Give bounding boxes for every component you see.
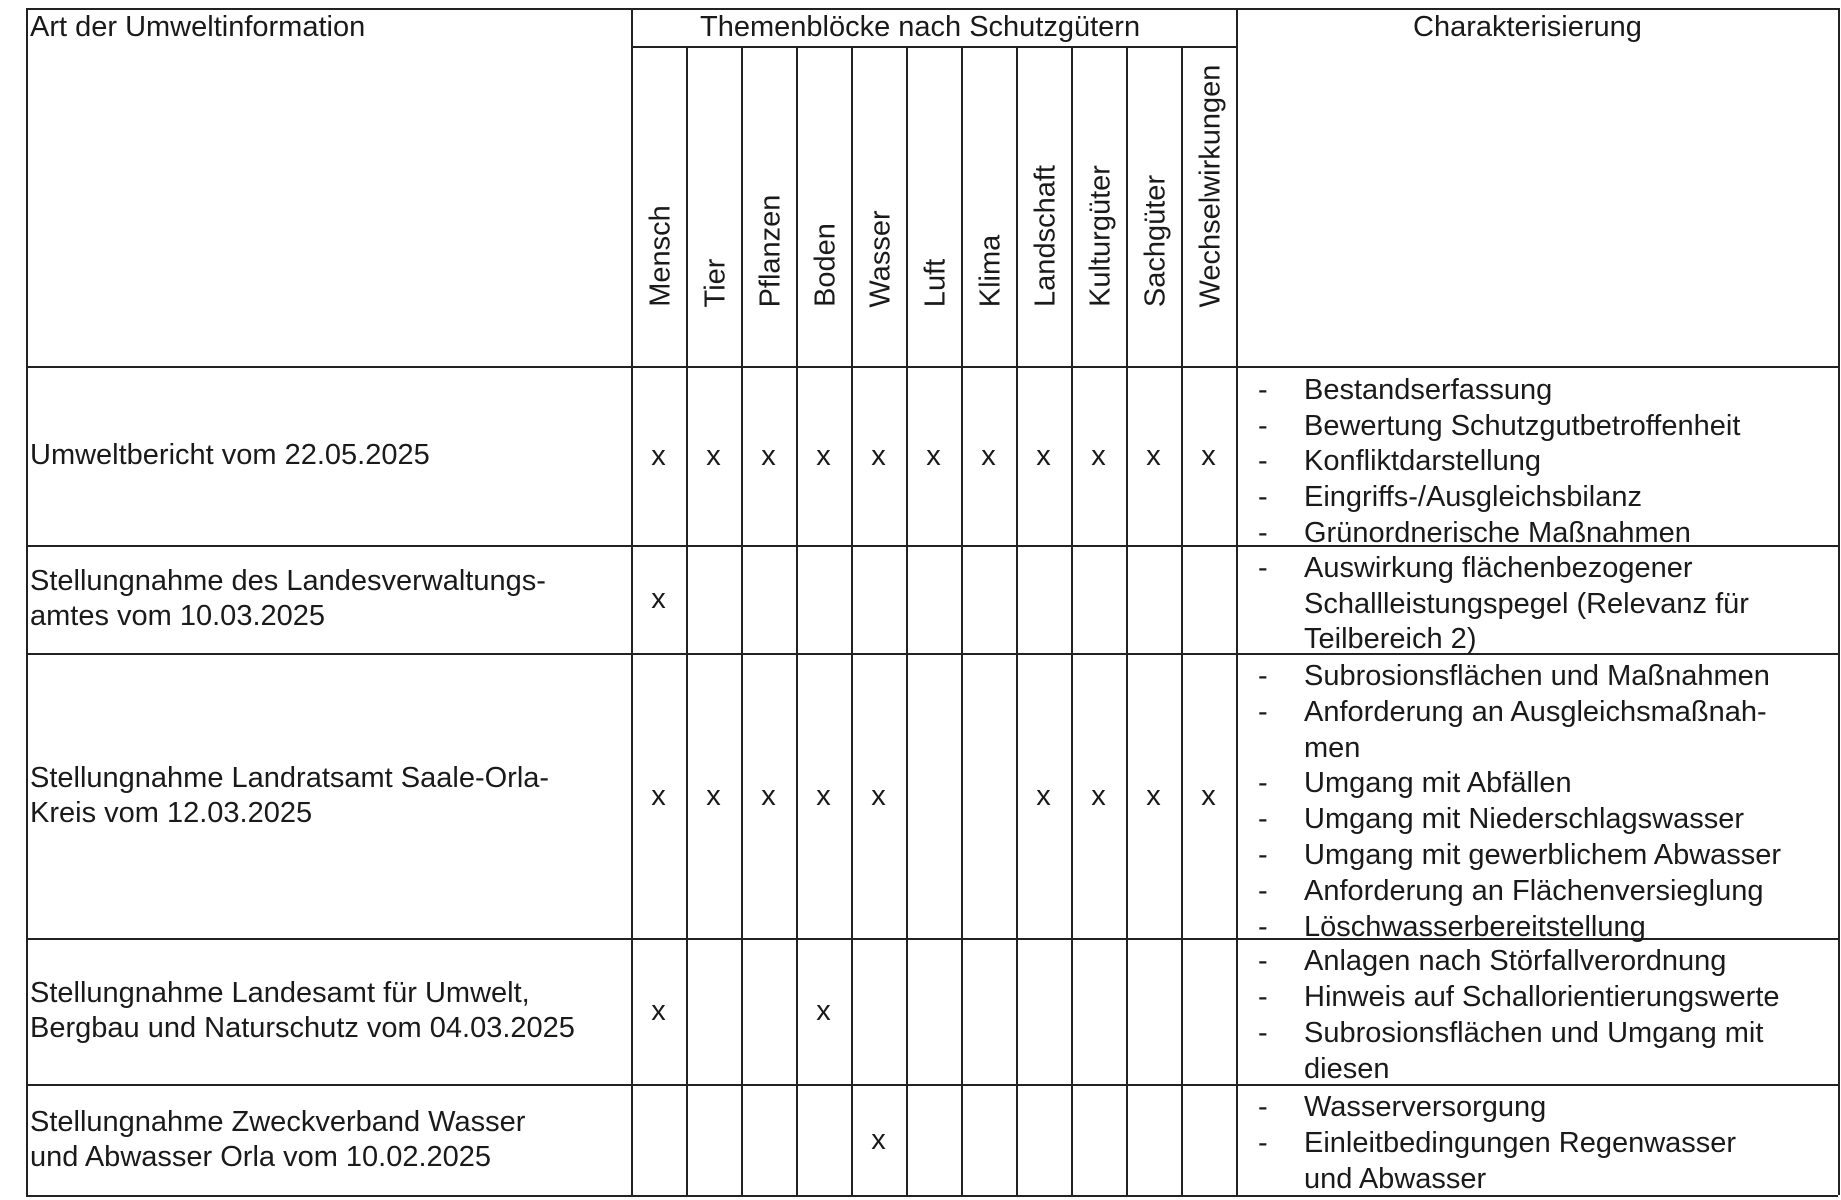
- bullet-dash: -: [1258, 410, 1268, 442]
- theme-mark: x: [706, 439, 721, 472]
- art-text: Bergbau und Naturschutz vom 04.03.2025: [30, 1012, 575, 1044]
- theme-mark: x: [761, 779, 776, 812]
- theme-header-klima: Klima: [974, 234, 1006, 307]
- theme-mark: x: [816, 439, 831, 472]
- theme-header-landschaft: Landschaft: [1029, 165, 1061, 307]
- charakter-item: Umgang mit Abfällen: [1304, 767, 1572, 799]
- theme-header-boden: Boden: [809, 223, 841, 307]
- theme-header-kulturgüter: Kulturgüter: [1084, 165, 1116, 307]
- bullet-dash: -: [1258, 374, 1268, 406]
- charakter-item: Anforderung an Flächenversieglung: [1304, 875, 1764, 907]
- art-text: Umweltbericht vom 22.05.2025: [30, 439, 430, 471]
- charakter-item: Subrosionsflächen und Umgang mit: [1304, 1017, 1764, 1049]
- column-divider: [1016, 46, 1018, 1195]
- charakter-item: Teilbereich 2): [1304, 623, 1477, 656]
- theme-mark: x: [1146, 779, 1161, 812]
- bullet-dash: -: [1258, 981, 1268, 1013]
- theme-header-divider: [631, 46, 1236, 48]
- bullet-dash: -: [1258, 1017, 1268, 1049]
- table-bottom-border: [26, 1195, 1838, 1197]
- column-divider: [1236, 8, 1238, 1195]
- column-divider: [1071, 46, 1073, 1195]
- theme-header-mensch: Mensch: [644, 205, 676, 307]
- theme-mark: x: [1146, 439, 1161, 472]
- bullet-dash: -: [1258, 481, 1268, 513]
- bullet-dash: -: [1258, 945, 1268, 977]
- theme-mark: x: [651, 439, 666, 472]
- column-divider: [906, 46, 908, 1195]
- theme-mark: x: [1091, 779, 1106, 812]
- row-divider: [26, 653, 1838, 655]
- charakter-item: Konfliktdarstellung: [1304, 445, 1541, 477]
- charakter-item: Anlagen nach Störfallverordnung: [1304, 945, 1727, 977]
- charakter-item: Einleitbedingungen Regenwasser: [1304, 1127, 1737, 1159]
- bullet-dash: -: [1258, 767, 1268, 799]
- column-divider: [1181, 46, 1183, 1195]
- theme-mark: x: [981, 439, 996, 472]
- column-divider: [796, 46, 798, 1195]
- theme-header-wasser: Wasser: [864, 209, 896, 308]
- art-text: und Abwasser Orla vom 10.02.2025: [30, 1140, 492, 1173]
- art-text: Stellungnahme des Landesverwaltungs-: [30, 565, 546, 597]
- bullet-dash: -: [1258, 552, 1268, 584]
- row-divider: [26, 366, 1838, 368]
- theme-header-wechselwirkungen: Wechselwirkungen: [1194, 64, 1226, 307]
- theme-header-pflanzen: Pflanzen: [754, 194, 786, 307]
- column-divider: [686, 46, 688, 1195]
- theme-mark: x: [871, 439, 886, 472]
- theme-mark: x: [816, 995, 831, 1027]
- column-divider: [1126, 46, 1128, 1195]
- charakter-item: Schallleistungspegel (Relevanz für: [1304, 587, 1749, 620]
- table-left-border: [26, 8, 28, 1195]
- table-top-border: [26, 8, 1838, 10]
- theme-header-sachgüter: Sachgüter: [1139, 174, 1171, 308]
- bullet-dash: -: [1258, 696, 1268, 728]
- header-charakterisierung: Charakterisierung: [1413, 11, 1642, 43]
- table-right-border: [1838, 8, 1840, 1195]
- column-divider: [851, 46, 853, 1195]
- theme-mark: x: [651, 583, 666, 615]
- art-text: Stellungnahme Zweckverband Wasser: [30, 1105, 526, 1138]
- charakter-item: Umgang mit gewerblichem Abwasser: [1304, 839, 1782, 871]
- theme-mark: x: [1201, 439, 1216, 472]
- column-divider: [631, 8, 633, 1195]
- bullet-dash: -: [1258, 1127, 1268, 1159]
- bullet-dash: -: [1258, 1091, 1268, 1123]
- header-art: Art der Umweltinformation: [30, 11, 366, 43]
- theme-mark: x: [706, 779, 721, 812]
- charakter-item: Auswirkung flächenbezogener: [1304, 552, 1693, 584]
- bullet-dash: -: [1258, 911, 1268, 943]
- charakter-item: Bestandserfassung: [1304, 374, 1553, 406]
- art-text: Stellungnahme Landesamt für Umwelt,: [30, 977, 530, 1009]
- charakter-item: diesen: [1304, 1052, 1390, 1085]
- charakter-item: Bewertung Schutzgutbetroffenheit: [1304, 410, 1741, 442]
- art-text: amtes vom 10.03.2025: [30, 600, 326, 632]
- bullet-dash: -: [1258, 660, 1268, 692]
- theme-mark: x: [1091, 439, 1106, 472]
- charakter-item: Umgang mit Niederschlagswasser: [1304, 803, 1744, 835]
- art-text: Kreis vom 12.03.2025: [30, 796, 313, 829]
- theme-mark: x: [871, 1123, 886, 1156]
- theme-mark: x: [1036, 779, 1051, 812]
- charakter-item: Anforderung an Ausgleichsmaßnah-: [1304, 696, 1767, 728]
- charakter-item: Löschwasserbereitstellung: [1304, 911, 1646, 943]
- charakter-item: und Abwasser: [1304, 1162, 1487, 1195]
- header-themenbloecke: Themenblöcke nach Schutzgütern: [700, 11, 1141, 43]
- charakter-item: Eingriffs-/Ausgleichsbilanz: [1304, 481, 1642, 513]
- art-text: Stellungnahme Landratsamt Saale-Orla-: [30, 761, 550, 794]
- column-divider: [741, 46, 743, 1195]
- theme-mark: x: [651, 779, 666, 812]
- row-divider: [26, 1084, 1838, 1086]
- theme-mark: x: [926, 439, 941, 472]
- theme-mark: x: [816, 779, 831, 812]
- theme-mark: x: [871, 779, 886, 812]
- bullet-dash: -: [1258, 803, 1268, 835]
- bullet-dash: -: [1258, 445, 1268, 477]
- column-divider: [961, 46, 963, 1195]
- charakter-item: Hinweis auf Schallorientierungswerte: [1304, 981, 1780, 1013]
- theme-header-luft: Luft: [919, 258, 951, 308]
- theme-mark: x: [1036, 439, 1051, 472]
- theme-mark: x: [761, 439, 776, 472]
- charakter-item: Subrosionsflächen und Maßnahmen: [1304, 660, 1770, 692]
- theme-header-tier: Tier: [699, 258, 731, 307]
- bullet-dash: -: [1258, 875, 1268, 907]
- charakter-item: Grünordnerische Maßnahmen: [1304, 517, 1691, 549]
- bullet-dash: -: [1258, 517, 1268, 549]
- theme-mark: x: [651, 995, 666, 1027]
- bullet-dash: -: [1258, 839, 1268, 871]
- charakter-item: Wasserversorgung: [1304, 1091, 1547, 1123]
- charakter-item: men: [1304, 731, 1361, 764]
- theme-mark: x: [1201, 779, 1216, 812]
